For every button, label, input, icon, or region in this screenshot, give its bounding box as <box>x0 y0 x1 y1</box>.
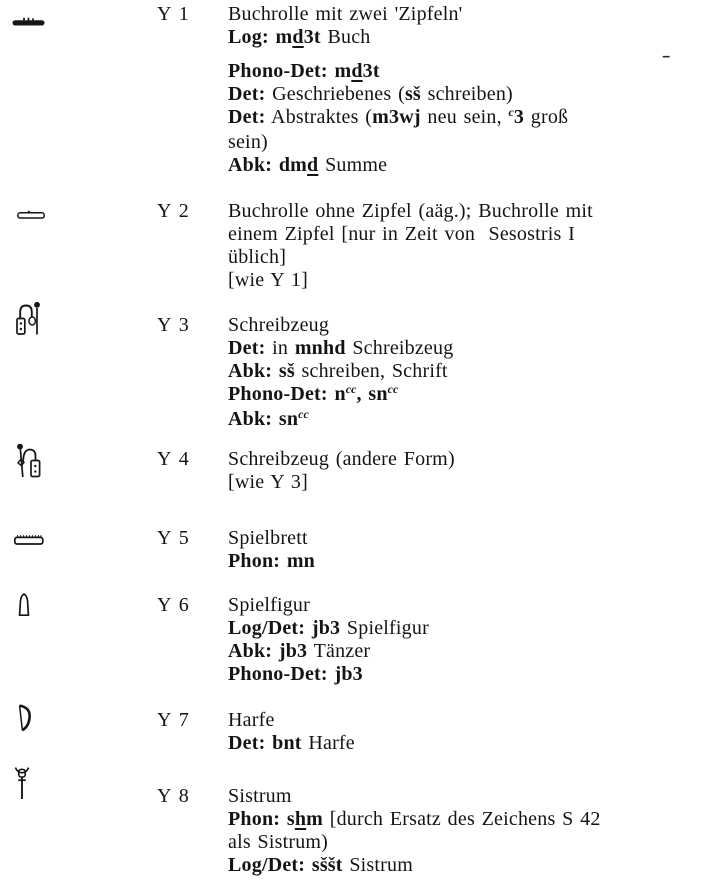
hieroglyph-game-board-icon <box>14 534 44 545</box>
text-run: Det: <box>228 106 266 128</box>
text-run: 3t <box>303 26 321 48</box>
text-run: Harfe <box>301 732 355 754</box>
text-run: c <box>508 105 514 120</box>
text-run: schreiben, Schrift <box>294 360 448 382</box>
sign-description <box>228 785 714 877</box>
description-line <box>228 808 714 831</box>
hieroglyph-scribe-kit-alt-icon <box>16 443 41 478</box>
text-run: Tänzer <box>307 640 371 662</box>
text-run: Phon: s <box>228 808 295 830</box>
text-run: h <box>294 808 307 830</box>
text-run: groß <box>524 106 569 128</box>
text-run: schreiben) <box>420 83 513 105</box>
text-run: d <box>351 60 363 82</box>
text-run: Abk: jb3 <box>228 640 308 662</box>
description-line <box>228 854 714 877</box>
text-run: Buchrolle mit zwei 'Zipfeln' <box>228 3 463 25</box>
sign-number: Y 5 <box>157 527 191 549</box>
text-run: cc <box>387 382 399 397</box>
description-line <box>228 154 714 177</box>
text-run: einem Zipfel [nur in Zeit von Sesostris I <box>228 223 576 245</box>
text-run: Abk: sš <box>228 360 295 382</box>
text-run: Harfe <box>228 709 275 731</box>
description-line <box>228 200 714 223</box>
text-run: Phono-Det: jb3 <box>228 663 363 685</box>
hieroglyph-bookroll-two-ties-icon <box>12 17 45 26</box>
text-run: Schreibzeug <box>345 337 454 359</box>
description-line <box>228 448 714 471</box>
text-run: Abk: sn <box>228 408 299 430</box>
sign-description <box>228 3 714 177</box>
description-line <box>228 663 714 686</box>
text-run: sein) <box>228 131 268 153</box>
sign-number: Y 8 <box>157 785 191 807</box>
text-run: [wie Y 3] <box>228 471 308 493</box>
hieroglyph-game-piece-icon <box>18 593 30 616</box>
text-run: cc <box>345 382 357 397</box>
text-run: d <box>292 26 304 48</box>
description-line <box>228 246 714 269</box>
sign-description <box>228 527 714 573</box>
text-run: d <box>307 154 319 176</box>
text-run: in <box>265 337 295 359</box>
text-run: Schreibzeug <box>228 314 330 336</box>
text-run: Log: m <box>228 26 293 48</box>
text-run: üblich] <box>228 246 287 268</box>
description-line <box>228 60 714 83</box>
text-run: Geschriebenes ( <box>265 83 405 105</box>
text-run: Buch <box>320 26 371 48</box>
sign-description <box>228 314 714 433</box>
text-run: Det: <box>228 83 266 105</box>
text-run: m <box>306 808 324 830</box>
description-line <box>228 408 714 433</box>
text-run: Schreibzeug (andere Form) <box>228 448 455 470</box>
sign-number: Y 1 <box>157 3 191 25</box>
description-line <box>228 831 714 854</box>
text-run: Spielfigur <box>340 617 429 639</box>
text-run: Summe <box>318 154 388 176</box>
description-line <box>228 26 714 49</box>
description-line <box>228 337 714 360</box>
text-run: Log/Det: jb3 <box>228 617 341 639</box>
description-line <box>228 550 714 573</box>
description-line <box>228 314 714 337</box>
sign-description <box>228 200 714 292</box>
description-line <box>228 83 714 106</box>
text-run: Spielfigur <box>228 594 310 616</box>
description-line <box>228 360 714 383</box>
text-run: Sistrum <box>228 785 292 807</box>
text-run: Spielbrett <box>228 527 308 549</box>
description-line <box>228 785 714 808</box>
sign-description <box>228 594 714 686</box>
sign-description <box>228 709 714 755</box>
description-line <box>228 383 714 408</box>
text-run: Buchrolle ohne Zipfel (aäg.); Buchrolle mit <box>228 200 593 222</box>
text-run: m3wj <box>372 106 421 128</box>
text-run: 3t <box>362 60 380 82</box>
text-run: Det: <box>228 337 266 359</box>
description-line <box>228 527 714 550</box>
text-run: Det: bnt <box>228 732 302 754</box>
text-run: cc <box>298 407 309 422</box>
description-line <box>228 3 714 26</box>
text-run: mnhd <box>294 337 346 359</box>
text-run: neu sein, <box>420 106 509 128</box>
sign-number: Y 4 <box>157 448 191 470</box>
text-run: 3 <box>513 106 525 128</box>
text-run: Abstraktes ( <box>265 106 373 128</box>
description-line <box>228 223 714 246</box>
text-run: [durch Ersatz des Zeichens S 42 <box>323 808 601 830</box>
text-run: Phon: mn <box>228 550 316 572</box>
sign-number: Y 3 <box>157 314 191 336</box>
description-line <box>228 269 714 292</box>
hieroglyph-bookroll-one-tie-icon <box>17 210 45 219</box>
description-line <box>228 617 714 640</box>
description-line <box>228 106 714 131</box>
text-run: Phono-Det: m <box>228 60 352 82</box>
sign-number: Y 6 <box>157 594 191 616</box>
description-line <box>228 640 714 663</box>
hieroglyph-scribe-kit-icon <box>16 301 41 335</box>
text-run: Abk: dm <box>228 154 308 176</box>
text-run: als Sistrum) <box>228 831 329 853</box>
sign-number: Y 2 <box>157 200 191 222</box>
description-line <box>228 471 714 494</box>
hieroglyph-sistrum-icon <box>13 766 31 800</box>
sign-description <box>228 448 714 494</box>
text-run: Log/Det: sššt <box>228 854 343 876</box>
text-run: Phono-Det: n <box>228 383 346 405</box>
description-line <box>228 131 714 154</box>
text-run: [wie Y 1] <box>228 269 308 291</box>
sign-number: Y 7 <box>157 709 191 731</box>
text-run: , sn <box>356 383 388 405</box>
description-line <box>228 732 714 755</box>
description-line <box>228 594 714 617</box>
hieroglyph-harp-icon <box>16 704 32 732</box>
ink-speck: - <box>661 45 671 66</box>
text-run: sš <box>404 83 421 105</box>
description-line <box>228 709 714 732</box>
text-run: Sistrum <box>342 854 413 876</box>
